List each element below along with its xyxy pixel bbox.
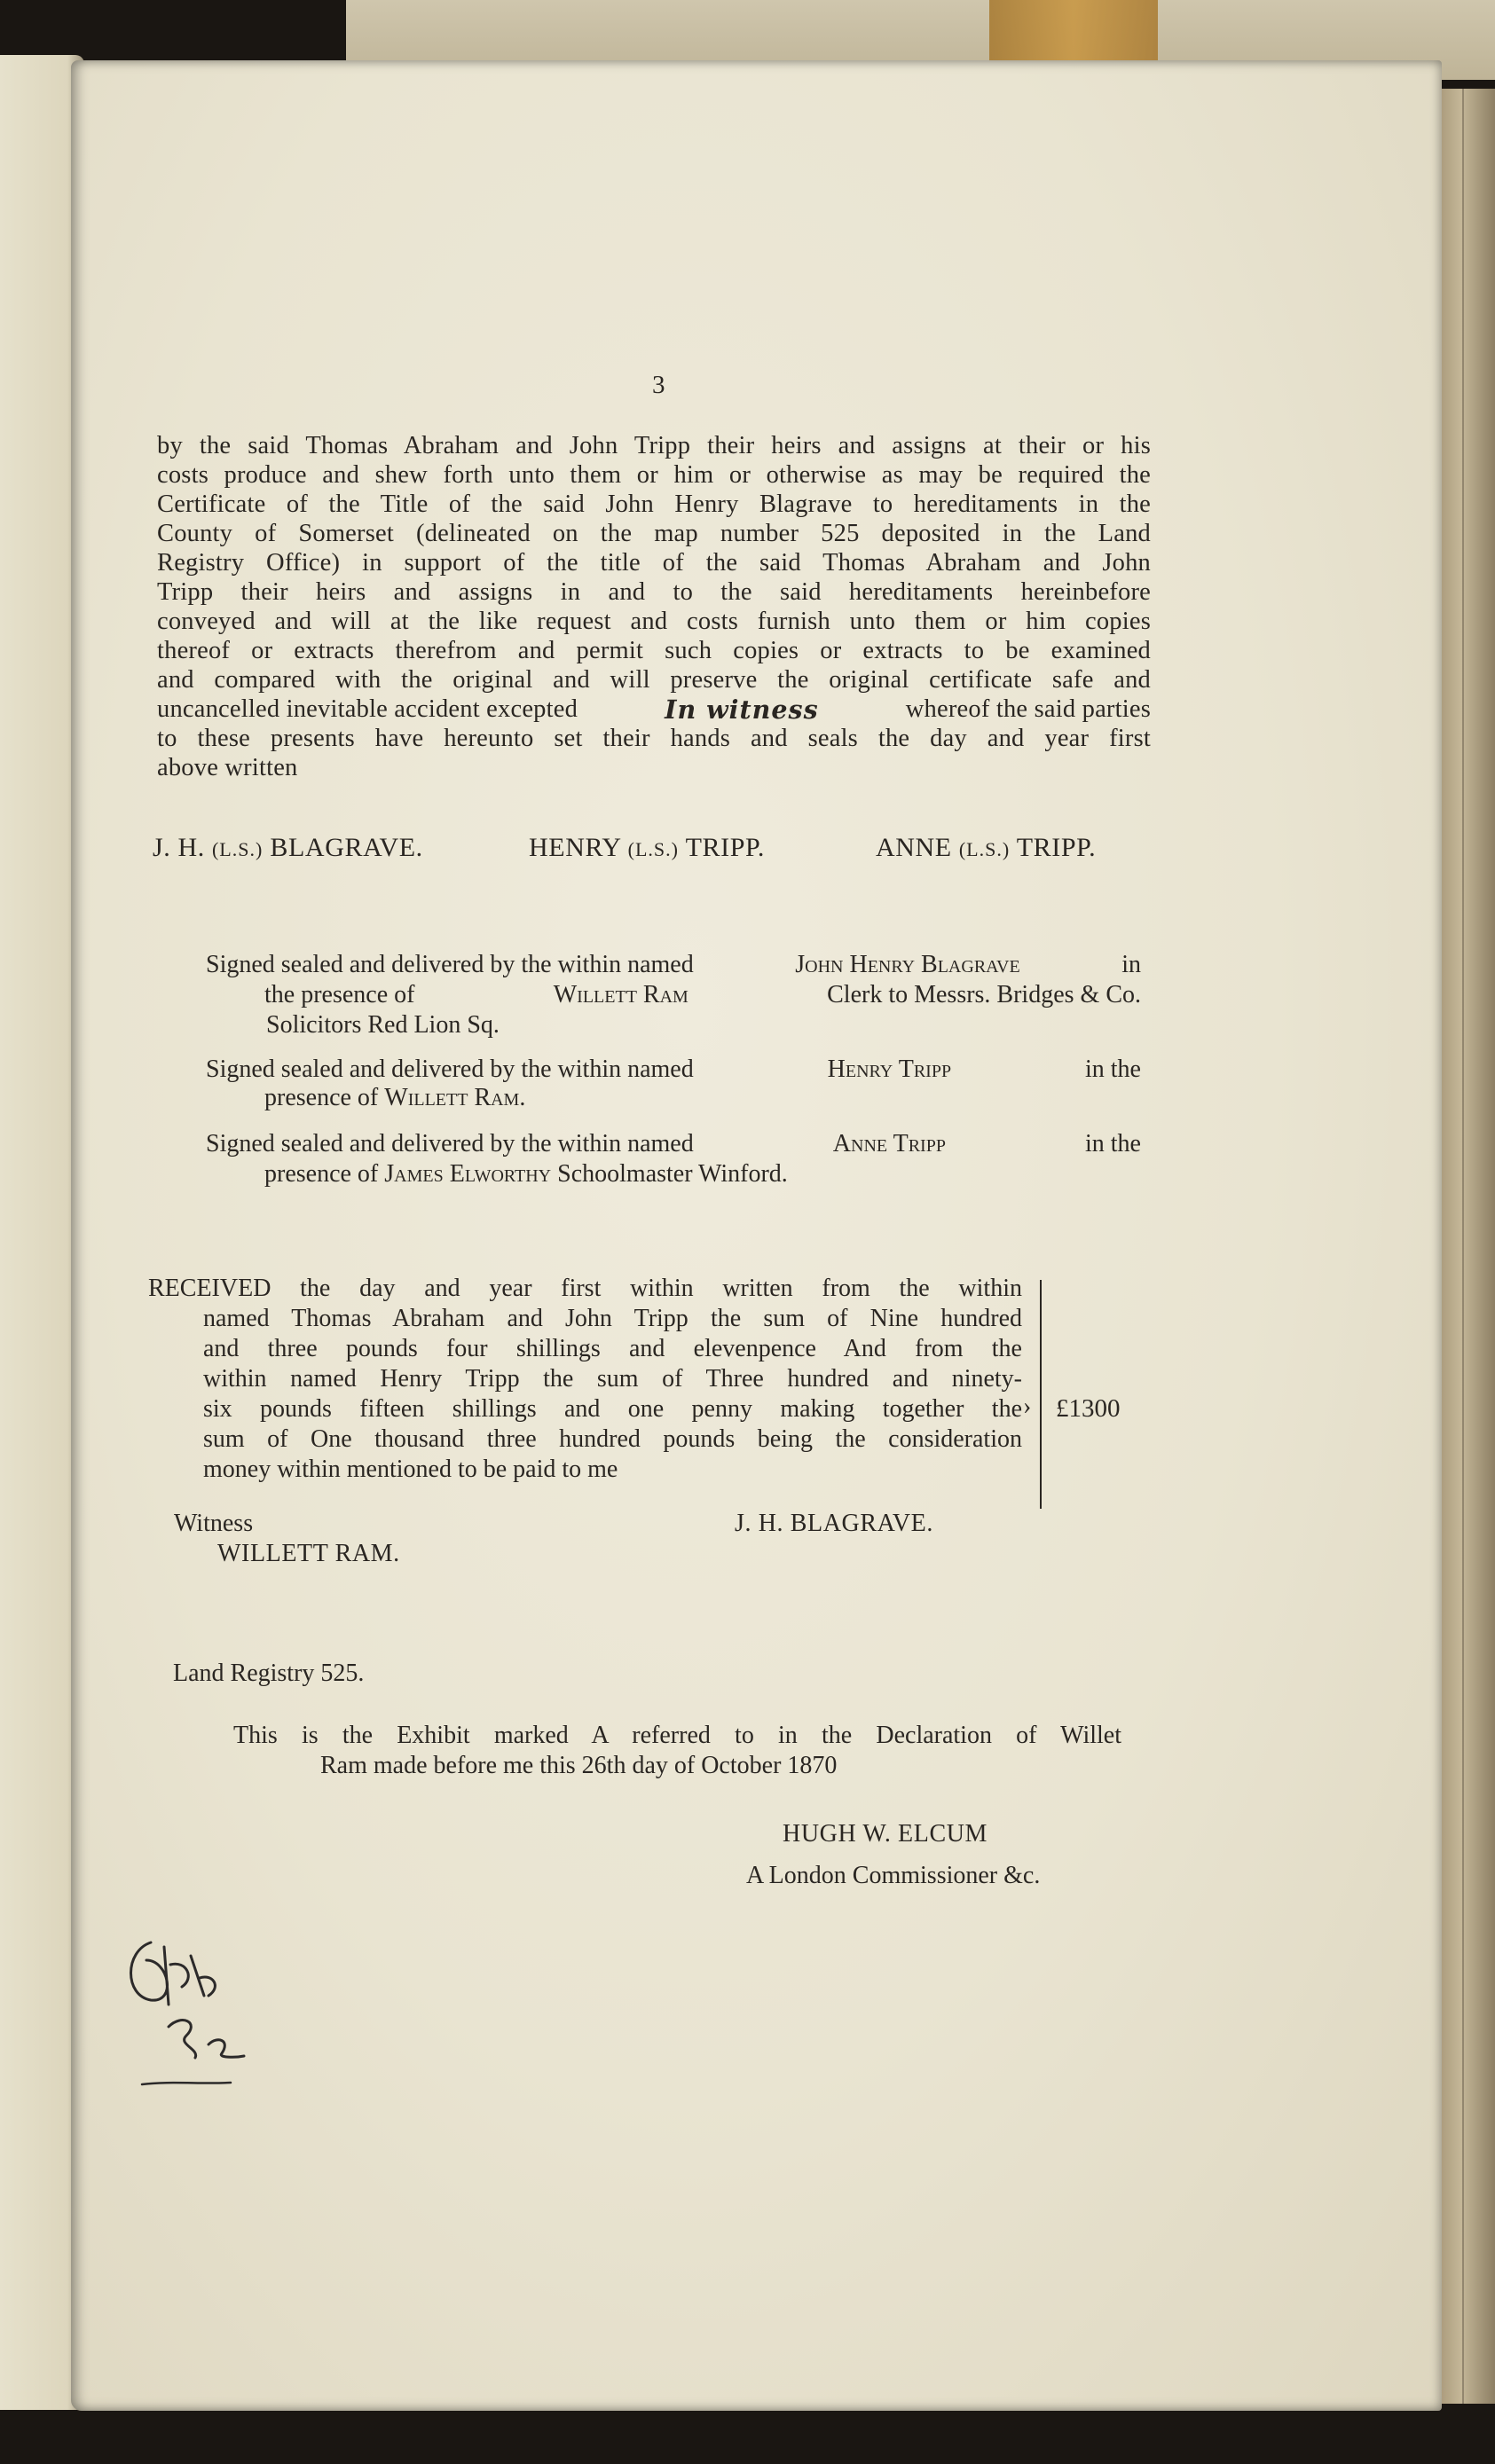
receipt-line: and three pounds four shillings and elevenpence And from the: [203, 1335, 1022, 1362]
witness-label: Witness: [174, 1510, 254, 1537]
receipt-line: named Thomas Abraham and John Tripp the sum of Nine hundred: [203, 1305, 1022, 1332]
document-page: [71, 60, 1442, 2411]
commissioner-title: A London Commissioner &c.: [746, 1862, 1041, 1889]
paragraph-text: uncancelled inevitable accident excepted: [157, 695, 578, 723]
receipt-line: sum of One thousand three hundred pounds being the consideration: [203, 1425, 1022, 1453]
land-registry-note: Land Registry 525.: [173, 1660, 365, 1687]
paragraph-line: [157, 695, 1151, 724]
brace-point: ›: [1023, 1393, 1032, 1420]
paragraph-text: whereof the said parties: [905, 695, 1151, 723]
paragraph-line: and compared with the original and will preserve the original certificate safe and: [157, 666, 1151, 694]
paragraph-line: above written: [157, 754, 298, 781]
exhibit-line: This is the Exhibit marked A referred to in the Declaration of Willet: [233, 1722, 1121, 1749]
paragraph-line: conveyed and will at the like request and costs furnish unto them or him copies: [157, 608, 1151, 635]
receipt-signer: J. H. BLAGRAVE.: [735, 1510, 933, 1537]
handwritten-annotation: [115, 1925, 275, 2102]
in-witness-heading: In witness: [665, 694, 819, 725]
receipt-line: six pounds fifteen shillings and one penny making together the: [203, 1395, 1022, 1423]
receipt-line: within named Henry Tripp the sum of Three hundred and ninety-: [203, 1365, 1022, 1393]
receipt-line: RECEIVED the day and year first within written from the within: [148, 1275, 1022, 1302]
receipt-amount: £1300: [1056, 1394, 1121, 1423]
paragraph-line: Certificate of the Title of the said John Henry Blagrave to hereditaments in the: [157, 490, 1151, 518]
exhibit-line: Ram made before me this 26th day of October 1870: [320, 1752, 838, 1779]
paragraph-line: costs produce and shew forth unto them or him or otherwise as may be required the: [157, 461, 1151, 489]
paragraph-line: thereof or extracts therefrom and permit such copies or extracts to be examined: [157, 637, 1151, 664]
signature-anne-tripp: ANNE (L.S.) TRIPP.: [876, 833, 1097, 862]
receipt-line: money within mentioned to be paid to me: [203, 1456, 618, 1483]
paragraph-line: Registry Office) in support of the title of the said Thomas Abraham and John: [157, 549, 1151, 577]
commissioner-name: HUGH W. ELCUM: [783, 1820, 988, 1848]
paragraph-line: to these presents have hereunto set their hands and seals the day and year first: [157, 725, 1151, 752]
paragraph-line: County of Somerset (delineated on the map number 525 deposited in the Land: [157, 520, 1151, 547]
signature-henry-tripp: HENRY (L.S.) TRIPP.: [529, 833, 766, 862]
page-number: 3: [652, 371, 665, 399]
paragraph-line: Tripp their heirs and assigns in and to the said hereditaments hereinbefore: [157, 578, 1151, 606]
witness-name: WILLETT RAM.: [217, 1540, 400, 1567]
signature-blagrave: J. H. (L.S.) BLAGRAVE.: [153, 833, 423, 862]
paragraph-line: by the said Thomas Abraham and John Tripp their heirs and assigns at their or his: [157, 432, 1151, 459]
